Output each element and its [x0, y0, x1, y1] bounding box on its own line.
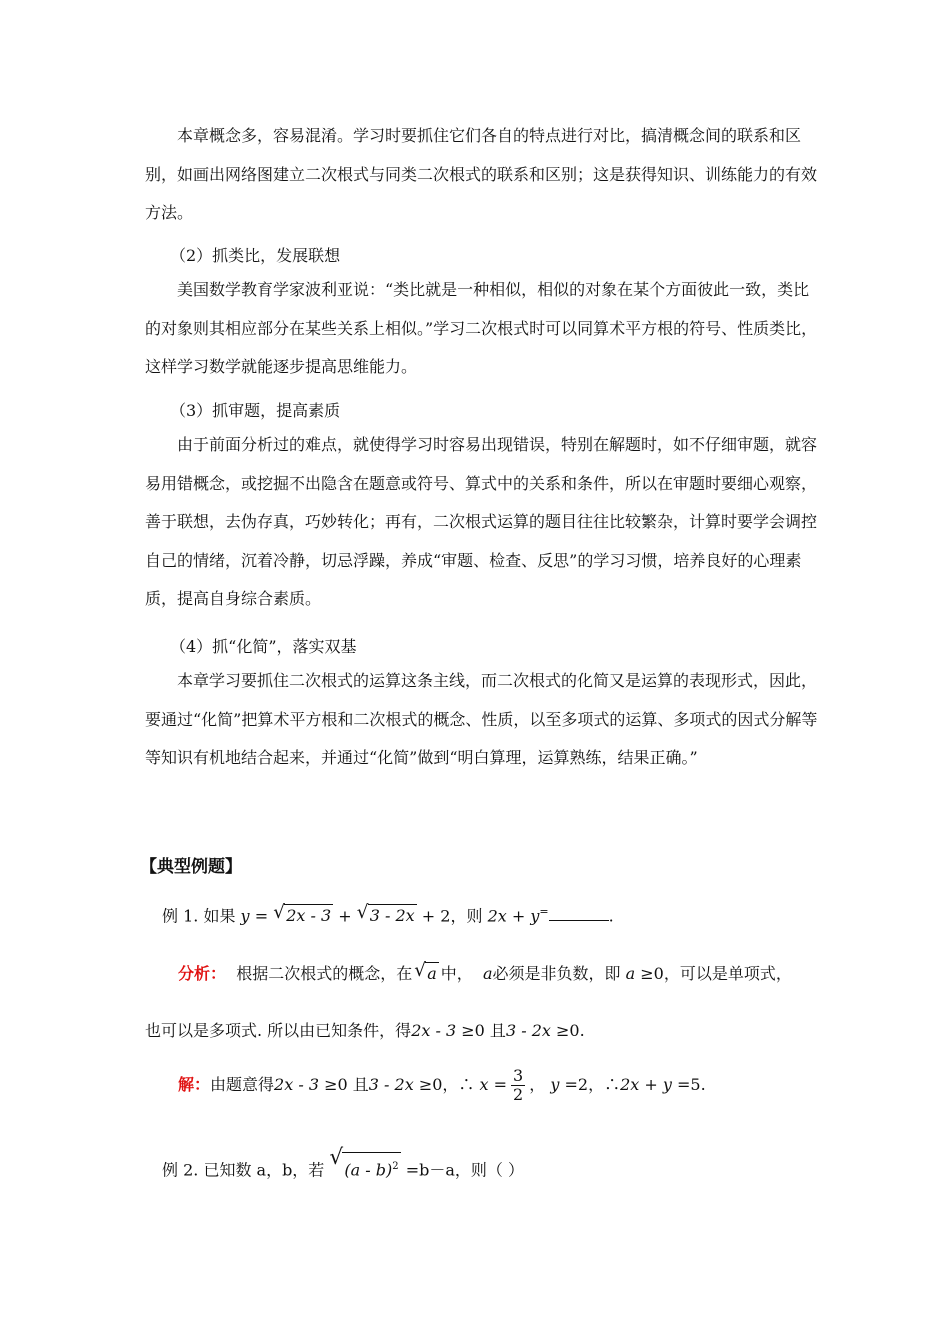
analysis-text-3: 必须是非负数，即	[492, 964, 621, 983]
solution-line	[178, 1066, 706, 1104]
example-1-prefix: 例 1. 如果	[162, 906, 236, 926]
example-1-eq2: =	[539, 905, 549, 918]
solution-text-6: =5.	[677, 1075, 706, 1094]
example-2	[162, 1145, 524, 1181]
example-1-mid: ，则	[450, 906, 483, 926]
analysis-text-7: ≥0.	[556, 1021, 585, 1040]
radical-1: √ 2x - 3	[273, 902, 332, 926]
example-1-expr: 2x + y	[487, 906, 540, 926]
paragraph-simplify: 本章学习要抓住二次根式的运算这条主线，而二次根式的化简又是运算的表现形式，因此，要通过“化简”把算术平方根和二次根式的概念、性质，以至多项式的运算、多项式的因式分解等等知识有机地结合起来，并通过“化简”做到“明白算理，运算熟练，结果正确。”	[145, 671, 818, 767]
paragraph-concepts: 本章概念多，容易混淆。学习时要抓住它们各自的特点进行对比，搞清概念间的联系和区别，如画出网络图建立二次根式与同类二次根式的联系和区别；这是获得知识、训练能力的有效方法。	[145, 126, 818, 222]
example-1-end: .	[608, 906, 614, 926]
radical-ab-squared: √ (a - b)$^2$	[329, 1145, 399, 1180]
analysis-var-a-2: a	[625, 964, 636, 983]
solution-text-5: =2，∴	[564, 1075, 621, 1094]
paragraph-reading: 由于前面分析过的难点，就使得学习时容易出现错误，特别在解题时，如不仔细审题，就容易用错概念，或挖掘不出隐含在题意或符号、算式中的关系和条件，所以在审题时要细心观察，善于联想，去伪存真，巧妙转化；再有，二次根式运算的题目往往比较繁杂，计算时要学会调控自己的情绪，沉着冷静，切忌浮躁，养成“审题、检查、反思”的学习习惯，培养良好的心理素质，提高自身综合素质。	[145, 435, 818, 608]
condition-1: 2x - 3	[411, 1021, 457, 1040]
analysis-text-1: 根据二次根式的概念，在	[236, 964, 413, 983]
radical-a: √ a	[414, 960, 437, 983]
example-1-plus-2: + 2	[416, 906, 451, 926]
example-1	[162, 901, 614, 927]
solution-condition-1: 2x - 3	[274, 1075, 319, 1094]
answer-blank	[549, 908, 609, 921]
solution-text-4: ，	[529, 1075, 546, 1094]
example-2-suffix: =b－a，则（ ）	[405, 1160, 524, 1180]
example-1-plus: +	[333, 906, 357, 926]
analysis-text-5: 也可以是多项式. 所以由已知条件，得	[145, 1021, 412, 1040]
solution-y: y	[550, 1075, 560, 1094]
solution-x: x =	[479, 1075, 508, 1094]
paragraph-analogy: 美国数学教育学家波利亚说：“类比就是一种相似，相似的对象在某个方面彼此一致，类比的对象则其相应部分在某些关系上相似。”学习二次根式时可以同算术平方根的符号、性质类比，这样学习数学就能逐步提高思维能力。	[145, 280, 818, 376]
analysis-label: 分析：	[178, 964, 227, 983]
radical-2: √ 3 - 2x	[356, 902, 415, 926]
heading-reading: （3）抓审题，提高素质	[170, 401, 341, 420]
solution-text-2: ≥0 且	[324, 1075, 369, 1094]
solution-condition-2: 3 - 2x	[368, 1075, 414, 1094]
condition-2: 3 - 2x	[505, 1021, 551, 1040]
solution-expr: 2x + y	[620, 1075, 672, 1094]
heading-simplify: （4）抓“化简”，落实双基	[170, 637, 357, 656]
section-title: 【典型例题】	[140, 857, 242, 877]
analysis-var-a: a	[482, 964, 493, 983]
example-1-lhs: y	[240, 906, 250, 926]
example-1-eq: =	[254, 906, 269, 926]
analysis-text-4: ≥0，可以是单项式，	[640, 964, 792, 983]
analysis-text-6: ≥0 且	[461, 1021, 506, 1040]
analysis-line-2	[145, 1020, 585, 1042]
analysis-line-1	[178, 962, 792, 985]
solution-label: 解：	[178, 1075, 211, 1094]
solution-text-1: 由题意得	[210, 1075, 275, 1094]
heading-analogy: （2）抓类比，发展联想	[170, 246, 341, 265]
solution-text-3: ≥0，∴	[418, 1075, 475, 1094]
fraction-three-halves: $\frac{3}{2}$	[513, 1066, 524, 1104]
analysis-text-2: 中，	[440, 964, 473, 983]
example-2-prefix: 例 2. 已知数 a，b，若	[162, 1160, 325, 1180]
